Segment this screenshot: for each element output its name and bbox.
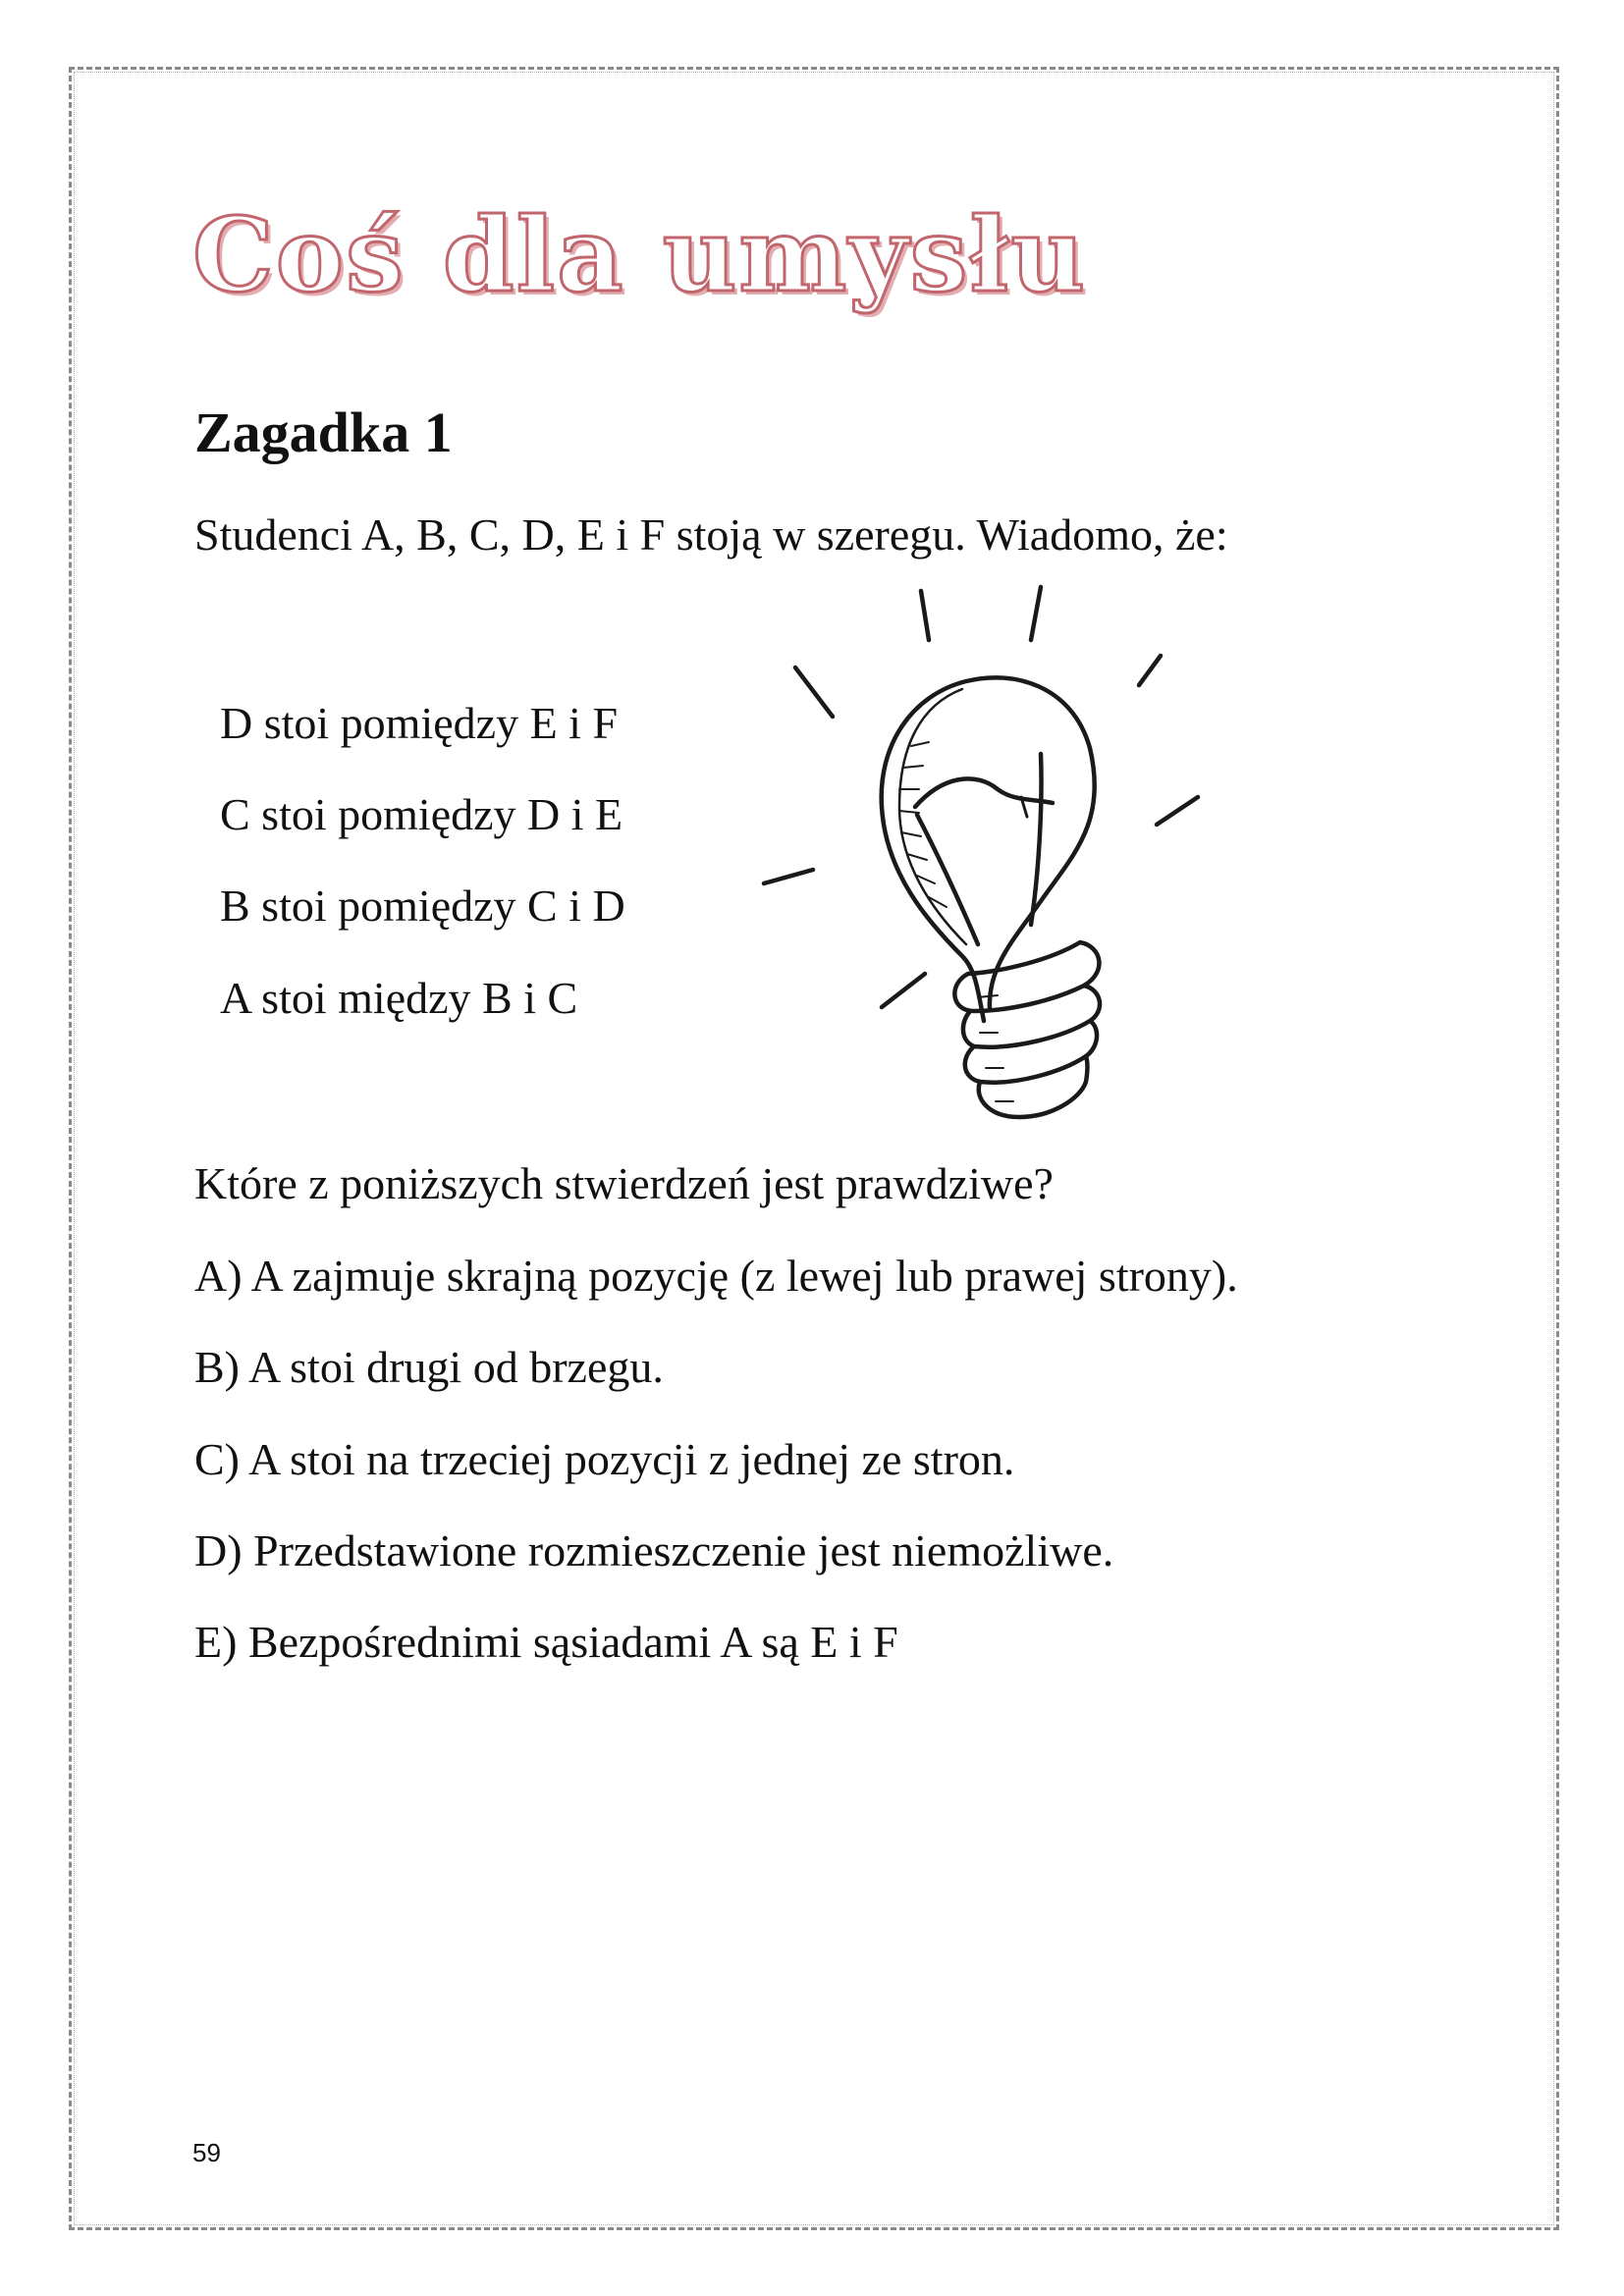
puzzle-intro: Studenci A, B, C, D, E i F stoją w szeregu. Wiadomo, że: [194, 509, 1228, 560]
puzzle-question: Które z poniższych stwierdzeń jest prawdziwe? [194, 1158, 1054, 1208]
answer-option: E) Bezpośrednimi sąsiadami A są E i F [194, 1617, 898, 1667]
condition-item: B stoi pomiędzy C i D [220, 881, 625, 931]
answer-option: C) A stoi na trzeciej pozycji z jednej ze stron. [194, 1434, 1015, 1484]
page-border [69, 67, 1559, 2230]
condition-item: D stoi pomiędzy E i F [220, 698, 619, 748]
lightbulb-icon [756, 579, 1208, 1129]
page-number: 59 [192, 2138, 221, 2167]
page-title: Coś dla umysłu [192, 194, 1087, 315]
puzzle-heading: Zagadka 1 [194, 400, 453, 464]
answer-option: A) A zajmuje skrajną pozycję (z lewej lub prawej strony). [194, 1251, 1238, 1301]
condition-item: C stoi pomiędzy D i E [220, 789, 623, 839]
answer-option: B) A stoi drugi od brzegu. [194, 1342, 664, 1392]
condition-item: A stoi między B i C [220, 973, 578, 1023]
answer-option: D) Przedstawione rozmieszczenie jest niemożliwe. [194, 1525, 1114, 1575]
